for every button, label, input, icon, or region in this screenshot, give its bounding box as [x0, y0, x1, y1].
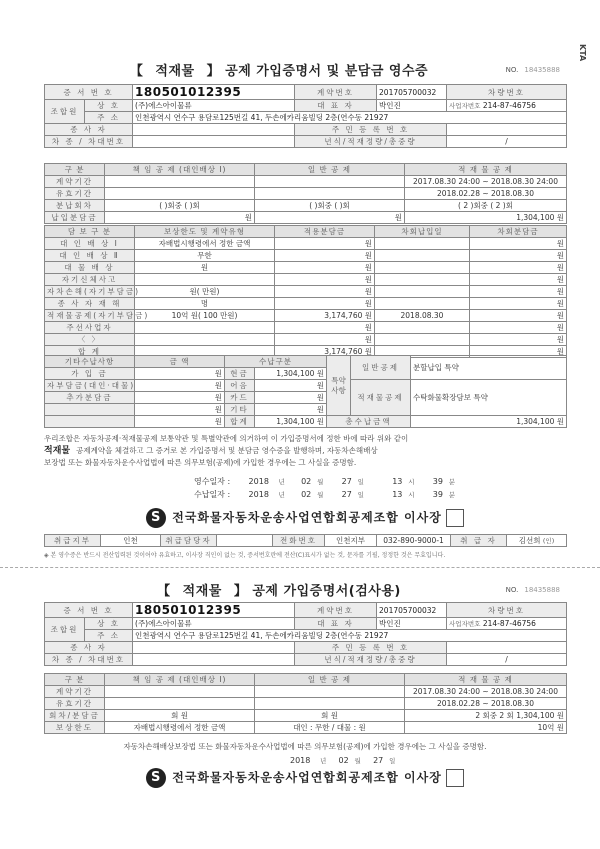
title-bracket-open: 【: [157, 584, 171, 599]
row-label: 회차/분담금: [45, 710, 105, 722]
cell: 원: [275, 238, 375, 250]
cell: 명: [135, 298, 275, 310]
date-month: 02: [338, 756, 349, 765]
table-row: [45, 286, 567, 298]
title-bracket-close: 】: [233, 584, 248, 599]
paid-date-row: [194, 489, 455, 502]
table-row: [45, 200, 567, 212]
row-label: 분납회차: [45, 200, 105, 212]
row-label: 적재물공제(자기부담금): [45, 310, 135, 322]
row-label: 〈 〉: [45, 334, 135, 346]
worker-value: [133, 642, 295, 654]
col-next-premium: 차회분담금: [470, 226, 567, 238]
cell: 원: [105, 212, 255, 224]
company-label: 상 호: [85, 100, 133, 112]
cell: 원: [135, 368, 225, 380]
table-row: [45, 334, 567, 346]
date-month: 02: [301, 477, 312, 486]
cargo-terms-label: 적재물공제: [351, 380, 411, 416]
biz-no-value: 214-87-46756: [482, 101, 536, 110]
receipt-dates: [194, 476, 455, 502]
company-label: 상 호: [85, 618, 133, 630]
proof-no: [506, 586, 560, 594]
row-label: [45, 404, 135, 416]
table-row: [45, 722, 567, 734]
table-row: [45, 310, 567, 322]
cell: 원( 만원): [135, 286, 275, 298]
address-value: 인천광역시 연수구 용담로125번길 41, 두손에카리움빌딩 2층(연수동 21927: [133, 630, 567, 642]
row-label: 계약기간: [45, 176, 105, 188]
no-label: NO.: [505, 66, 519, 74]
address-value: 인천광역시 연수구 용담로125번길 41, 두손에카리움빌딩 2층(연수동 21927: [133, 112, 567, 124]
col-general: 일 반 공 제: [255, 674, 405, 686]
method: 현금: [225, 368, 255, 380]
cell: 2017.08.30 24:00 ~ 2018.08.30 24:00: [405, 176, 567, 188]
table-row: [45, 698, 567, 710]
method: 카드: [225, 392, 255, 404]
cell: 원: [470, 238, 567, 250]
contract-no-label: 계약번호: [295, 603, 377, 618]
cell: 2018.02.28 ~ 2018.08.30: [405, 698, 567, 710]
table-row: [45, 212, 567, 224]
row-label: 자차손해(자기부담금): [45, 286, 135, 298]
col-amount: 금 액: [135, 356, 225, 368]
year-weight-label: 년식/적재정량/총중량: [295, 136, 447, 148]
year-weight-label: 년식/적재정량/총중량: [295, 654, 447, 666]
contract-no-value: 201705700032: [377, 85, 447, 100]
cell: [255, 686, 405, 698]
date-year-unit: 년: [278, 491, 285, 499]
receipt-info-table: [44, 84, 567, 148]
cell: 원: [275, 334, 375, 346]
title-bracket-open: 【: [129, 64, 144, 79]
date-hour-unit: 시: [408, 478, 415, 486]
receipt-coverage-table: [44, 163, 567, 224]
worker-value: [133, 124, 295, 136]
processor-value: [507, 535, 567, 547]
general-terms-label: 일반공제: [351, 356, 411, 380]
table-row: [45, 188, 567, 200]
cell: [375, 250, 470, 262]
cell: [135, 274, 275, 286]
date-year: 2018: [290, 756, 311, 765]
date-month-unit: 월: [317, 478, 324, 486]
cell: [375, 298, 470, 310]
union-logo-icon: S: [146, 508, 166, 528]
cell: [135, 322, 275, 334]
col-premium: 적용분담금: [275, 226, 375, 238]
receipt-payment-table: [44, 355, 567, 428]
cell: [375, 274, 470, 286]
total-received-label: 총수납금액: [327, 416, 411, 428]
branch-label: 취급지부: [45, 535, 101, 547]
cell: 원: [135, 380, 225, 392]
proof-info-table: [44, 602, 567, 666]
cell: 원: [470, 286, 567, 298]
cell: [255, 188, 405, 200]
date-year-unit: 년: [320, 757, 327, 765]
cell: ( 2 )회중 ( 2 )회: [405, 200, 567, 212]
biz-no: [447, 618, 567, 630]
doc-type: 적재물: [182, 584, 222, 599]
cell: [375, 322, 470, 334]
cell: [375, 262, 470, 274]
cell: 원: [470, 334, 567, 346]
phone-value: 032-890-9000-1: [377, 535, 451, 547]
col-division: 구 분: [45, 674, 105, 686]
cell: 원: [470, 310, 567, 322]
table-row: [45, 176, 567, 188]
cell: 3,174,760 원: [275, 310, 375, 322]
proof-statement: 자동차손해배상보장법 또는 화물자동차운수사업법에 따른 의무보험(공제)에 가입한 경우에는 그 사실을 증명함.: [123, 742, 487, 751]
ceo-value: 박인진: [377, 100, 447, 112]
receipt-no: [506, 66, 560, 74]
no-value: 18435888: [524, 586, 560, 594]
col-method: 수납구분: [225, 356, 327, 368]
cell: 대인 : 무한 / 대물 : 원: [255, 722, 405, 734]
worker-label: 종 사 자: [45, 642, 133, 654]
resident-no-label: 주 민 등 록 번 호: [295, 124, 447, 136]
branch-value: 인천: [101, 535, 161, 547]
address-label: 주 소: [85, 630, 133, 642]
address-label: 주 소: [85, 112, 133, 124]
special-terms-label: 특약사항: [327, 356, 351, 416]
table-row: [45, 262, 567, 274]
proof-title: [44, 580, 514, 599]
cell: [135, 334, 275, 346]
cell: 자배법시행령에서 정한 금액: [105, 722, 255, 734]
cell: 원: [470, 262, 567, 274]
cert-no-label: 증 서 번 호: [45, 85, 133, 100]
resident-no-value: [447, 642, 567, 654]
date-minute: 39: [432, 477, 443, 486]
year-weight-value: /: [447, 136, 567, 148]
col-next-date: 차회납입일: [375, 226, 470, 238]
row-label: 자부담금(대인·대물): [45, 380, 135, 392]
cell: 3,174,760 원: [275, 346, 375, 358]
col-division: 구 분: [45, 164, 105, 176]
proof-coverage-table: [44, 673, 567, 734]
statement-tag: 적재물: [44, 446, 71, 456]
resident-no-value: [447, 124, 567, 136]
phone-label: 전화번호: [273, 535, 325, 547]
cell: 무한: [135, 250, 275, 262]
receipt-org-line: [44, 508, 566, 528]
cell: 원: [255, 212, 405, 224]
cell: [375, 334, 470, 346]
no-value: 18435888: [524, 66, 560, 74]
cell: [105, 176, 255, 188]
general-terms-value: 분할납입 특약: [411, 356, 567, 380]
date-year: 2018: [248, 490, 269, 499]
col-guarantee: 담 보 구 분: [45, 226, 135, 238]
biz-no-value: 214-87-46756: [482, 619, 536, 628]
org-name: 전국화물자동차운송사업연합회공제조합 이사장: [172, 510, 442, 525]
validity-notice: ◈ 본 영수증은 반드시 전산입력된 것이어야 유효하고, 이사장 직인이 없는 것, 증서번호란에 전산(C)표시가 없는 것, 문자를 기필, 정정한 것은 무효입니다.: [44, 552, 446, 559]
total-received-value: 1,304,100 원: [411, 416, 567, 428]
cell: 원: [275, 262, 375, 274]
row-label: 주선사업자: [45, 322, 135, 334]
vehicle-no-label: 차량번호: [447, 85, 567, 100]
org-name: 전국화물자동차운송사업연합회공제조합 이사장: [172, 770, 442, 785]
date-day-unit: 일: [389, 757, 396, 765]
receipt-guarantee-table: [44, 225, 567, 358]
worker-label: 종 사 자: [45, 124, 133, 136]
title-text: 공제 가입증명서 및 분담금 영수증: [225, 64, 429, 79]
date-year: 2018: [248, 477, 269, 486]
cell: [105, 686, 255, 698]
handler-value: [217, 535, 273, 547]
row-label: 대 인 배 상 Ⅰ: [45, 238, 135, 250]
receipt-date-label: 영수일자 :: [194, 477, 231, 486]
vehicle-type-label: 차 종 / 차대번호: [45, 136, 133, 148]
cert-no-label: 증 서 번 호: [45, 603, 133, 618]
doc-type: 적재물: [155, 64, 195, 79]
date-month: 02: [301, 490, 312, 499]
cell: 원: [470, 250, 567, 262]
cell: [105, 188, 255, 200]
cell: 원: [135, 404, 225, 416]
row-label: 납입분담금: [45, 212, 105, 224]
col-cargo: 적 재 물 공 제: [405, 164, 567, 176]
method: 합계: [225, 416, 255, 428]
cell: 원: [470, 274, 567, 286]
statement-line-2-text: 공제계약을 체결하고 그 증거로 본 가입증명서 및 분담금 영수증을 발행하며, 자동차손해배상: [76, 446, 378, 455]
cell: 원: [255, 404, 327, 416]
table-row: [45, 298, 567, 310]
vehicle-type-value: [133, 654, 295, 666]
biz-no: [447, 100, 567, 112]
cell: 1,304,100 원: [405, 212, 567, 224]
seal-stamp-icon: [446, 509, 464, 527]
cell: 회 원: [255, 710, 405, 722]
company-value: (주)에스아이물류: [133, 618, 295, 630]
date-hour: 13: [392, 490, 403, 499]
cell: 원: [275, 286, 375, 298]
cell: 1,304,100 원: [255, 416, 327, 428]
date-minute-unit: 분: [448, 478, 456, 486]
statement-line-1: 우리조합은 자동차공제·적재물공제 보통약관 및 특별약관에 의거하여 이 가입증명서에 정한 바에 따라 위와 같이: [44, 434, 409, 443]
date-day: 27: [373, 756, 384, 765]
table-row: [45, 250, 567, 262]
proof-org-line: [44, 768, 566, 788]
member-label: 조합원: [45, 618, 85, 642]
paid-date-label: 수납일자 :: [194, 490, 231, 499]
row-label: 합 계: [45, 346, 135, 358]
kta-mark: KTA: [578, 44, 587, 62]
date-day: 27: [341, 477, 352, 486]
date-day-unit: 일: [357, 491, 364, 499]
date-minute: 39: [432, 490, 443, 499]
row-label: 유효기간: [45, 188, 105, 200]
table-row: [45, 238, 567, 250]
date-day: 27: [341, 490, 352, 499]
cut-line: [0, 567, 600, 568]
cell: [255, 698, 405, 710]
cell: ( )회중 ( )회: [105, 200, 255, 212]
cell: 원: [470, 298, 567, 310]
cell: 원: [135, 392, 225, 404]
receipt-statement: [44, 433, 566, 469]
company-value: (주)에스아이물류: [133, 100, 295, 112]
vehicle-no-label: 차량번호: [447, 603, 567, 618]
row-label: 유효기간: [45, 698, 105, 710]
cell: 원: [255, 392, 327, 404]
date-hour: 13: [392, 477, 403, 486]
contract-no-label: 계약번호: [295, 85, 377, 100]
cell: 10억 원: [405, 722, 567, 734]
processor-name: 김선희: [518, 536, 541, 545]
ceo-label: 대 표 자: [295, 100, 377, 112]
row-label: 추가분담금: [45, 392, 135, 404]
cell: [255, 176, 405, 188]
title-bracket-close: 】: [206, 64, 221, 79]
cell: 원: [275, 298, 375, 310]
row-label: 대 인 배 상 Ⅱ: [45, 250, 135, 262]
col-limit: 보상한도 및 계약유형: [135, 226, 275, 238]
col-other: 기타수납사항: [45, 356, 135, 368]
cell: 2017.08.30 24:00 ~ 2018.08.30 24:00: [405, 686, 567, 698]
cell: 10억 원( 100 만원): [135, 310, 275, 322]
date-year-unit: 년: [278, 478, 285, 486]
cell: 원: [470, 346, 567, 358]
cell: ( )회중 ( )회: [255, 200, 405, 212]
col-liability: 책 임 공 제 (대인배상 I): [105, 674, 255, 686]
method: 기타: [225, 404, 255, 416]
row-label: 보상한도: [45, 722, 105, 734]
row-label: 종 사 자 재 해: [45, 298, 135, 310]
cell: 원: [470, 322, 567, 334]
receipt-title: [44, 60, 514, 79]
row-label: 자기신체사고: [45, 274, 135, 286]
table-row: [45, 416, 567, 428]
statement-line-2: [44, 445, 566, 457]
cert-no-value: 180501012395: [133, 603, 295, 618]
cell: 회 원: [105, 710, 255, 722]
cell: 원: [275, 274, 375, 286]
cell: [105, 698, 255, 710]
cell: 2 회중 2 회 1,304,100 원: [405, 710, 567, 722]
date-day-unit: 일: [357, 478, 364, 486]
cell: [375, 286, 470, 298]
cell: [375, 238, 470, 250]
biz-no-label: 사업자번호: [449, 620, 481, 628]
cell: 1,304,100 원: [255, 368, 327, 380]
col-general: 일 반 공 제: [255, 164, 405, 176]
seal-stamp-icon: [446, 769, 464, 787]
member-label: 조합원: [45, 100, 85, 124]
cargo-terms-value: 수탁화물확장담보 특약: [411, 380, 567, 416]
row-label: 계약기간: [45, 686, 105, 698]
cell: 2018.02.28 ~ 2018.08.30: [405, 188, 567, 200]
table-row: [45, 322, 567, 334]
method: 어음: [225, 380, 255, 392]
no-label: NO.: [505, 586, 519, 594]
row-label: 대 물 배 상: [45, 262, 135, 274]
date-month-unit: 월: [354, 757, 361, 765]
receipt-handler-table: [44, 534, 567, 547]
cert-no-value: 180501012395: [133, 85, 295, 100]
contract-no-value: 201705700032: [377, 603, 447, 618]
title-text: 공제 가입증명서(검사용): [252, 584, 401, 599]
date-month-unit: 월: [317, 491, 324, 499]
table-row: [45, 380, 567, 392]
statement-line-3: 보장법 또는 화물자동차운수사업법에 따른 의무보험(공제)에 가입한 경우에는 그 사실을 증명함.: [44, 458, 357, 467]
ceo-value: 박인진: [377, 618, 447, 630]
cell: 2018.08.30: [375, 310, 470, 322]
receipt-date-row: [194, 476, 455, 489]
ceo-label: 대 표 자: [295, 618, 377, 630]
processor-seal: (인): [542, 537, 555, 545]
cell: 자배법시행령에서 정한 금액: [135, 238, 275, 250]
vehicle-type-value: [133, 136, 295, 148]
cell: 원: [135, 262, 275, 274]
row-label: [45, 416, 135, 428]
cell: 원: [275, 250, 375, 262]
vehicle-type-label: 차 종 / 차대번호: [45, 654, 133, 666]
biz-no-label: 사업자번호: [449, 102, 481, 110]
col-liability: 책 임 공 제 (대인배상 I): [105, 164, 255, 176]
union-logo-icon: S: [146, 768, 166, 788]
table-row: [45, 686, 567, 698]
year-weight-value: /: [447, 654, 567, 666]
cell: 원: [135, 416, 225, 428]
date-hour-unit: 시: [408, 491, 415, 499]
resident-no-label: 주 민 등 록 번 호: [295, 642, 447, 654]
table-row: [45, 710, 567, 722]
cell: 원: [255, 380, 327, 392]
cell: 원: [275, 322, 375, 334]
row-label: 가 입 금: [45, 368, 135, 380]
phone-branch: 인천지부: [325, 535, 377, 547]
processor-label: 취 급 자: [451, 535, 507, 547]
handler-label: 취급담당자: [161, 535, 217, 547]
date-minute-unit: 분: [448, 491, 456, 499]
table-row: [45, 274, 567, 286]
col-cargo: 적 재 물 공 제: [405, 674, 567, 686]
